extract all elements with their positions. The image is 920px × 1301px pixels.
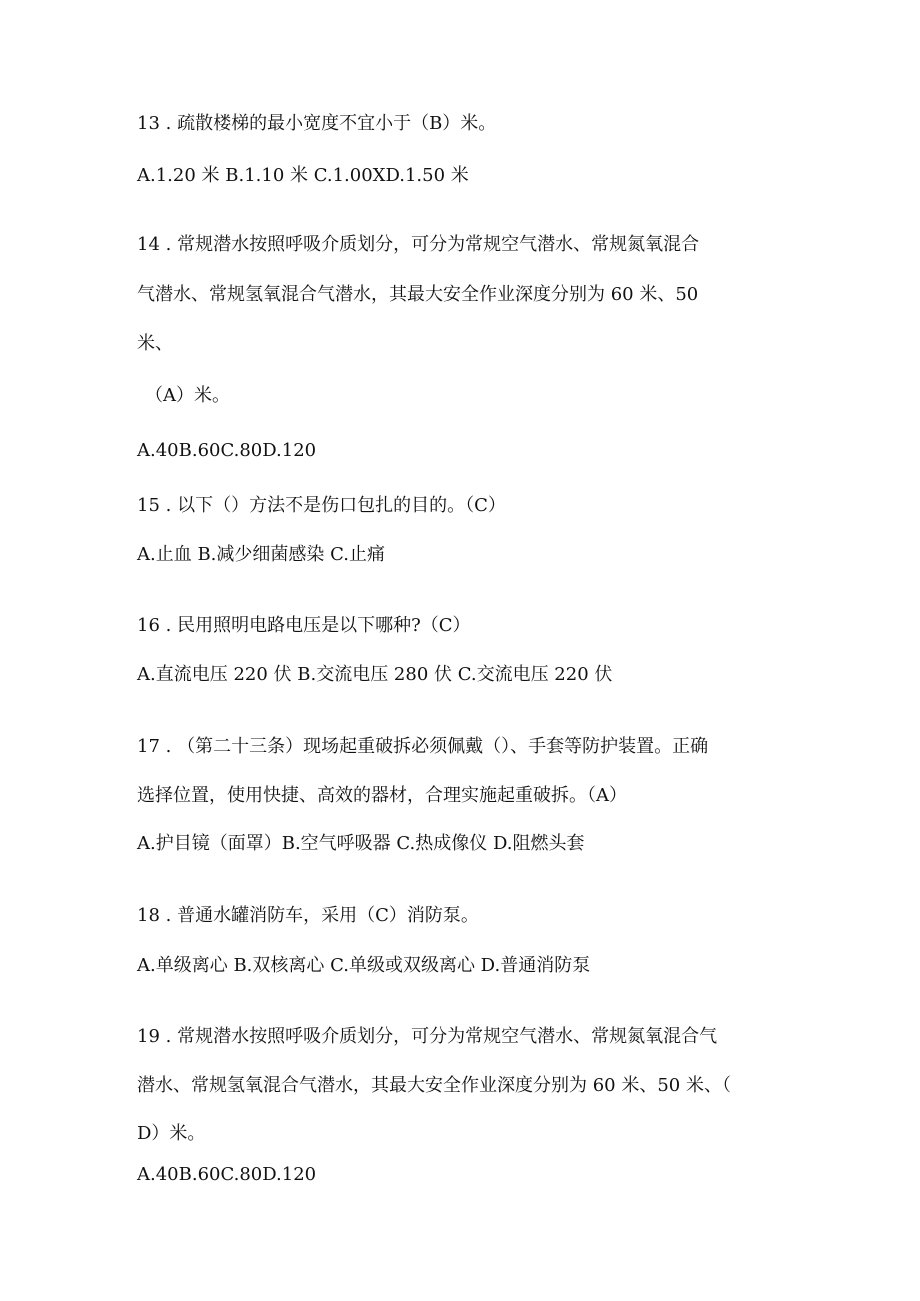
question-14-text-line-4: （A）米。 — [145, 385, 230, 406]
question-17-options: A.护目镜（面罩）B.空气呼吸器 C.热成像仪 D.阻燃头套 — [137, 833, 585, 854]
question-14-text-line-1: 14 . 常规潜水按照呼吸介质划分，可分为常规空气潜水、常规氮氧混合 — [137, 234, 700, 255]
question-16-text: 16 . 民用照明电路电压是以下哪种?（C） — [137, 615, 471, 636]
question-16-options: A.直流电压 220 伏 B.交流电压 280 伏 C.交流电压 220 伏 — [137, 664, 613, 685]
question-15-text: 15 . 以下（）方法不是伤口包扎的目的。（C） — [137, 495, 506, 516]
question-18-options: A.单级离心 B.双核离心 C.单级或双级离心 D.普通消防泵 — [137, 955, 591, 976]
question-14-options: A.40B.60C.80D.120 — [137, 440, 317, 461]
question-13-options: A.1.20 米 B.1.10 米 C.1.00XD.1.50 米 — [137, 165, 469, 186]
question-19-text-line-2: 潜水、常规氢氧混合气潜水，其最大安全作业深度分别为 60 米、50 米、（ — [137, 1075, 731, 1096]
question-18-text: 18 . 普通水罐消防车，采用（C）消防泵。 — [137, 905, 479, 926]
question-13-text: 13 . 疏散楼梯的最小宽度不宜小于（B）米。 — [137, 113, 497, 134]
question-19-text-line-1: 19 . 常规潜水按照呼吸介质划分，可分为常规空气潜水、常规氮氧混合气 — [137, 1026, 718, 1047]
question-14-text-line-2: 气潜水、常规氢氧混合气潜水，其最大安全作业深度分别为 60 米、50 — [137, 284, 699, 305]
question-15-options: A.止血 B.减少细菌感染 C.止痛 — [137, 544, 385, 565]
question-19-options: A.40B.60C.80D.120 — [137, 1164, 317, 1185]
question-17-text-line-2: 选择位置，使用快捷、高效的器材，合理实施起重破拆。（A） — [137, 785, 627, 806]
question-17-text-line-1: 17 . （第二十三条）现场起重破拆必须佩戴（）、手套等防护装置。正确 — [137, 736, 709, 757]
question-19-text-line-3: D）米。 — [137, 1123, 206, 1144]
question-14-text-line-3: 米、 — [137, 333, 173, 354]
